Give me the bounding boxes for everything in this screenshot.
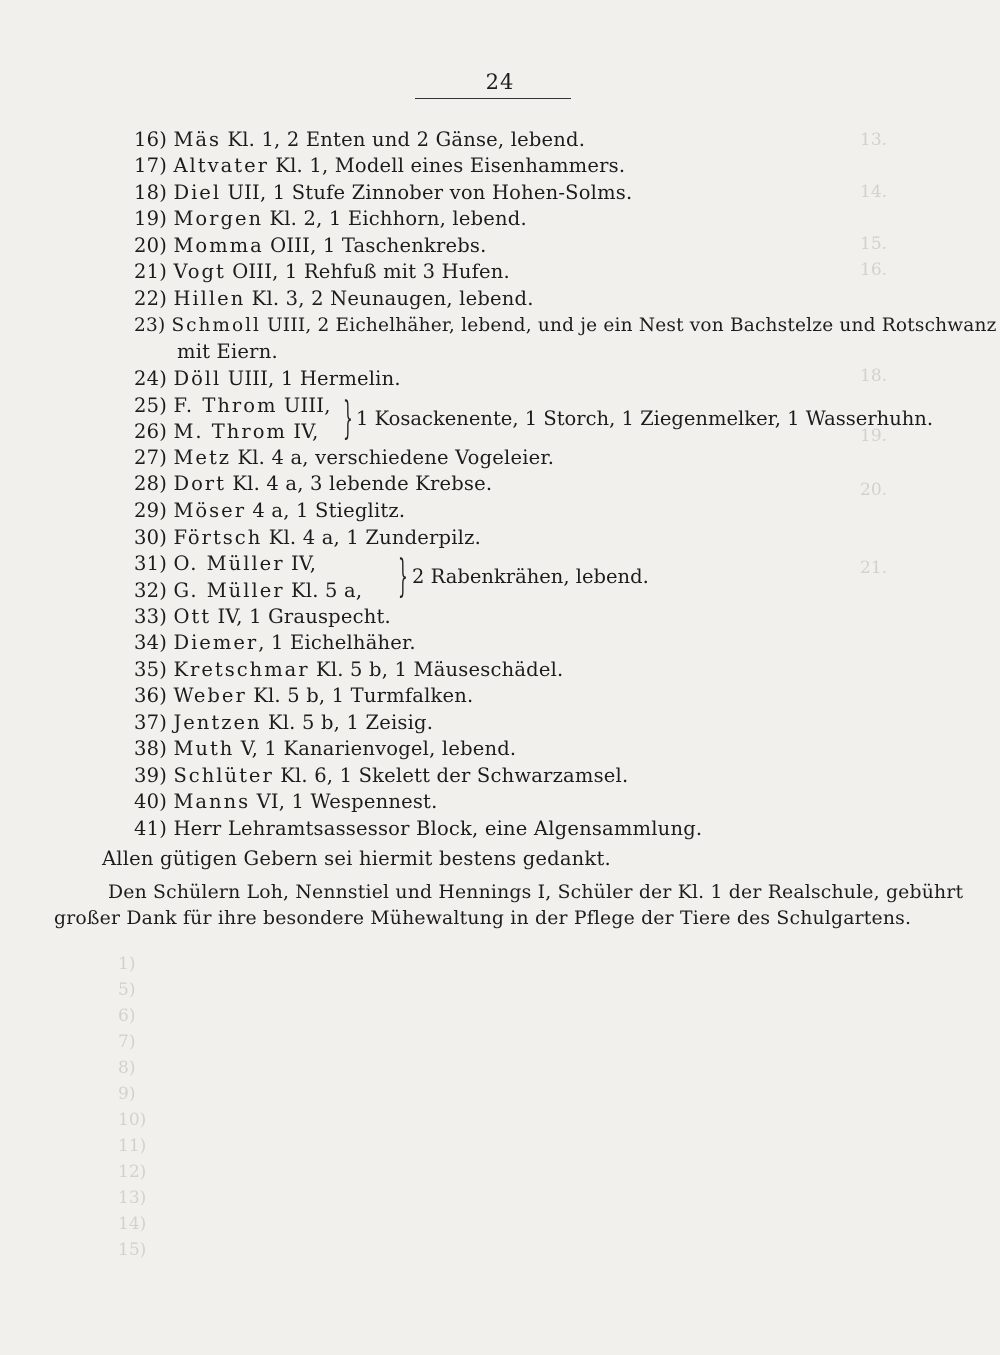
shared-gift: 1 Kosackenente, 1 Storch, 1 Ziegenmelker, 1 Wasserhuhn. <box>356 407 934 430</box>
bleed-through-mark: 8) <box>118 1058 136 1078</box>
donor-name: Diel <box>173 181 222 204</box>
gift-description: Kl. 5 b, 1 Mäuseschädel. <box>316 658 564 681</box>
list-item <box>134 259 874 285</box>
donor-name: Metz <box>173 446 232 469</box>
gift-class: UIII, <box>283 394 331 417</box>
donor-name: Vogt <box>173 260 226 283</box>
list-item <box>134 153 874 179</box>
shared-gift: 2 Rabenkrähen, lebend. <box>412 565 649 588</box>
list-item <box>134 630 874 656</box>
donor-name: F. Throm <box>173 394 278 417</box>
list-item-continuation <box>177 339 278 365</box>
donor-name: Schlüter <box>173 764 274 787</box>
donor-title: Herr Lehramtsassessor <box>173 817 410 840</box>
donor-name: Mäs <box>173 128 222 151</box>
item-number: 26) <box>134 420 168 443</box>
item-number: 17) <box>134 154 168 177</box>
bleed-through-mark: 20. <box>860 480 888 500</box>
bleed-through-mark: 12) <box>118 1162 147 1182</box>
header-rule <box>415 98 571 99</box>
item-number: 16) <box>134 128 168 151</box>
brace-icon: } <box>398 551 408 602</box>
bleed-through-mark: 6) <box>118 1006 136 1026</box>
bleed-through-mark: 15) <box>118 1240 147 1260</box>
page-number: 24 <box>485 70 515 94</box>
gift-description: Kl. 5 b, 1 Zeisig. <box>267 711 434 734</box>
item-number: 19) <box>134 207 168 230</box>
bleed-through-mark: 16. <box>860 260 888 280</box>
gift-description: Kl. 2, 1 Eichhorn, lebend. <box>269 207 527 230</box>
list-item <box>134 736 874 762</box>
gift-description: Kl. 1, Modell eines Eisenhammers. <box>275 154 626 177</box>
bleed-through-mark: 14) <box>118 1214 147 1234</box>
donor-name: Altvater <box>173 154 269 177</box>
item-number: 24) <box>134 367 168 390</box>
donor-name: Manns <box>173 790 251 813</box>
list-item <box>134 445 874 471</box>
closing-paragraph-line-2: großer Dank für ihre besondere Mühewaltung in der Pflege der Tiere des Schulgartens. <box>54 908 912 929</box>
list-item <box>134 206 874 232</box>
brace-icon: } <box>343 393 353 444</box>
bleed-through-mark: 1) <box>118 954 136 974</box>
bleed-through-mark: 11) <box>118 1136 147 1156</box>
bleed-through-mark: 18. <box>860 366 888 386</box>
item-number: 32) <box>134 579 168 602</box>
gift-description: UIII, 2 Eichelhäher, lebend, und je ein Nest von Bachstelze und Rotschwanz <box>267 315 997 336</box>
donor-name: Schmoll <box>171 315 261 336</box>
bleed-through-mark: 10) <box>118 1110 147 1130</box>
gift-class: IV, <box>293 420 319 443</box>
donor-name: Morgen <box>173 207 264 230</box>
list-item <box>134 710 874 736</box>
gift-description: Kl. 4 a, verschiedene Vogeleier. <box>237 446 555 469</box>
donor-name: G. Müller <box>173 579 285 602</box>
list-item <box>134 657 874 683</box>
item-number: 40) <box>134 790 168 813</box>
item-number: 37) <box>134 711 168 734</box>
donor-name: Diemer <box>173 631 259 654</box>
donor-name: Döll <box>173 367 222 390</box>
item-number: 23) <box>134 315 166 336</box>
bleed-through-mark: 13. <box>860 130 888 150</box>
bleed-through-mark: 15. <box>860 234 888 254</box>
gift-description: Kl. 4 a, 3 lebende Krebse. <box>232 472 493 495</box>
item-number: 38) <box>134 737 168 760</box>
bleed-through-mark: 19. <box>860 426 888 446</box>
gift-description: Kl. 5 b, 1 Turmfalken. <box>253 684 474 707</box>
item-number: 18) <box>134 181 168 204</box>
gift-description: mit Eiern. <box>177 340 278 363</box>
item-number: 21) <box>134 260 168 283</box>
gift-description: Kl. 4 a, 1 Zunderpilz. <box>268 526 481 549</box>
list-item <box>134 180 874 206</box>
item-number: 34) <box>134 631 168 654</box>
gift-description: 4 a, 1 Stieglitz. <box>252 499 406 522</box>
list-item <box>134 525 874 551</box>
bleed-through-mark: 9) <box>118 1084 136 1104</box>
bleed-through-mark: 21. <box>860 558 888 578</box>
donor-name: Weber <box>173 684 247 707</box>
list-item <box>134 683 874 709</box>
list-item <box>134 816 874 842</box>
item-number: 41) <box>134 817 168 840</box>
donor-name: Hillen <box>173 287 246 310</box>
gift-class: Kl. 5 a, <box>290 579 363 602</box>
list-item <box>134 127 874 153</box>
gift-description: , 1 Eichelhäher. <box>258 631 416 654</box>
list-item <box>134 313 997 339</box>
gift-description: V, 1 Kanarienvogel, lebend. <box>240 737 517 760</box>
donor-name: Jentzen <box>173 711 262 734</box>
item-number: 20) <box>134 234 168 257</box>
donor-name: Muth <box>173 737 235 760</box>
list-item <box>134 471 874 497</box>
bleed-through-mark: 14. <box>860 182 888 202</box>
item-number: 25) <box>134 394 168 417</box>
gift-description: IV, 1 Grauspecht. <box>217 605 391 628</box>
gift-description: OIII, 1 Taschenkrebs. <box>270 234 487 257</box>
thanks-line: Allen gütigen Gebern sei hiermit bestens gedankt. <box>102 847 611 870</box>
item-number: 31) <box>134 552 168 575</box>
gift-class: IV, <box>290 552 317 575</box>
list-item <box>134 789 874 815</box>
gift-description: UII, 1 Stufe Zinnober von Hohen-Solms. <box>227 181 633 204</box>
item-number: 22) <box>134 287 168 310</box>
gift-description: Block, eine Algensammlung. <box>416 817 703 840</box>
item-number: 29) <box>134 499 168 522</box>
donor-name: Momma <box>173 234 264 257</box>
bleed-through-mark: 5) <box>118 980 136 1000</box>
item-number: 27) <box>134 446 168 469</box>
donor-name: Dort <box>173 472 226 495</box>
bleed-through-mark: 7) <box>118 1032 136 1052</box>
gift-description: UIII, 1 Hermelin. <box>227 367 401 390</box>
list-item <box>134 286 874 312</box>
bleed-through-mark: 13) <box>118 1188 147 1208</box>
gift-description: OIII, 1 Rehfuß mit 3 Hufen. <box>232 260 510 283</box>
list-item <box>134 366 874 392</box>
item-number: 28) <box>134 472 168 495</box>
item-number: 39) <box>134 764 168 787</box>
item-number: 33) <box>134 605 168 628</box>
donor-name: Möser <box>173 499 247 522</box>
list-item <box>134 498 874 524</box>
item-number: 35) <box>134 658 168 681</box>
gift-description: Kl. 3, 2 Neunaugen, lebend. <box>251 287 534 310</box>
closing-paragraph-line-1: Den Schülern Loh, Nennstiel und Hennings I, Schüler der Kl. 1 der Realschule, gebührt <box>108 882 964 903</box>
item-number: 30) <box>134 526 168 549</box>
list-item <box>134 763 874 789</box>
donor-name: O. Müller <box>173 552 285 575</box>
gift-description: Kl. 6, 1 Skelett der Schwarzamsel. <box>280 764 629 787</box>
gift-description: VI, 1 Wespennest. <box>256 790 438 813</box>
item-number: 36) <box>134 684 168 707</box>
donor-name: Förtsch <box>173 526 263 549</box>
donor-name: M. Throm <box>173 420 287 443</box>
list-item <box>134 604 874 630</box>
gift-description: Kl. 1, 2 Enten und 2 Gänse, lebend. <box>227 128 586 151</box>
donor-name: Ott <box>173 605 212 628</box>
donor-name: Kretschmar <box>173 658 310 681</box>
list-item <box>134 233 874 259</box>
